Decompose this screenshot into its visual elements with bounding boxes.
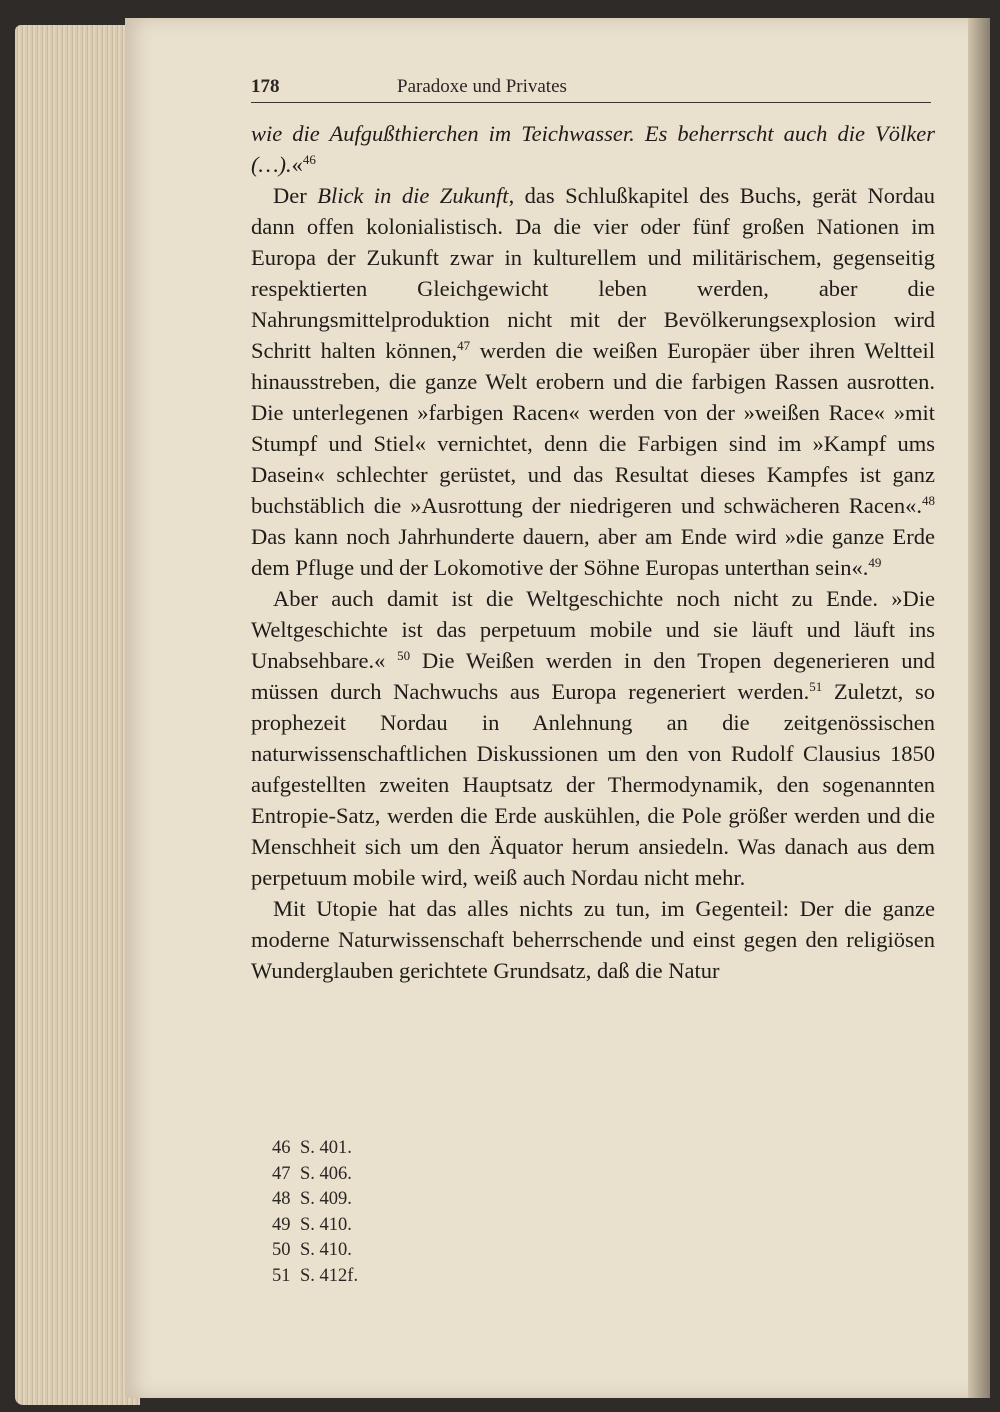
text-run: Zuletzt, so prophezeit Nordau in Anlehnung an die zeitgenössischen naturwissenschaftlichen Diskussionen um den von Rudolf Clausius 1850 aufgestellten zweiten Hauptsatz der Thermodynamik, den sogenannten Entropie-Satz, werden die Erde auskühlen, die Pole größer werden und die Menschheit sich um den Äquator herum ansiedeln. Was danach aus dem perpetuum mobile wird, weiß auch Nordau nicht mehr.: [251, 679, 935, 890]
footnote-ref: 48: [922, 493, 935, 508]
quote-close: «: [291, 152, 303, 177]
paragraph-2: [251, 180, 935, 583]
footnote-number: 46: [272, 1138, 291, 1158]
footnote-number: 47: [272, 1163, 291, 1184]
footnote-ref: 50: [397, 648, 411, 663]
text-run: Aber auch damit ist die Weltgeschichte noch nicht zu Ende. »Die Weltgeschichte ist das perpetuum mobile und sie läuft und läuft ins Unabsehbare.«: [251, 586, 935, 673]
running-header: [251, 74, 931, 103]
page-gutter-shadow: [968, 18, 990, 1398]
footnote: [272, 1238, 572, 1264]
footnote-text: S. 410.: [300, 1214, 352, 1235]
footnote-text: S. 409.: [300, 1189, 352, 1209]
paragraph-4: Mit Utopie hat das alles nichts zu tun, im Gegenteil: Der die ganze moderne Naturwissenschaft beherrschende und einst gegen den religiösen Wunderglauben gerichtete Grundsatz, daß die Natur: [251, 896, 935, 983]
italic-chapter-title: Blick in die Zukunft: [317, 183, 509, 208]
footnote: [272, 1162, 572, 1188]
footnote-text: S. 412f.: [300, 1265, 359, 1286]
footnote-ref: 47: [457, 338, 471, 353]
footnote-ref: 49: [868, 555, 882, 570]
footnote-text: S. 410.: [300, 1240, 352, 1260]
paragraph-1: [251, 118, 935, 180]
text-run: werden die weißen Europäer über ihren Weltteil hinausstreben, die ganze Welt erobern und die farbigen Rassen ausrotten. Die unterlegenen »farbigen Racen« werden von der »weißen Race« »mit Stumpf und Stiel« vernichtet, denn die Farbigen sind im »Kampf ums Dasein« schlechter gerüstet, und das Resultat dieses Kampfes ist ganz buchstäblich die »Ausrottung der niedrigeren und schwächeren Racen«.: [251, 338, 935, 518]
page-number: 178: [251, 76, 280, 97]
footnote-number: 48: [272, 1189, 291, 1209]
paragraph-3: [251, 583, 935, 893]
footnote-text: S. 406.: [300, 1163, 352, 1184]
footnote-number: 51: [272, 1265, 291, 1286]
footnotes: [272, 1136, 572, 1289]
footnote: [272, 1136, 572, 1162]
text-run: Die Weißen werden in den Tropen degenerieren und müssen durch Nachwuchs aus Europa regeneriert werden.: [251, 648, 935, 704]
text-run: Das kann noch Jahrhunderte dauern, aber am Ende wird »die ganze Erde dem Pfluge und der Lokomotive der Söhne Europas unterthan sein«.: [251, 524, 935, 580]
footnote: [272, 1187, 572, 1213]
text-run: , das Schlußkapitel des Buchs, gerät Nordau dann offen kolonialistisch. Da die vier oder fünf großen Nationen im Europa der Zukunft zwar in kulturellem und militärischem, gegenseitig respektierten Gleichgewicht leben werden, aber die Nahrungsmittelproduktion nicht mit der Bevölkerungsexplosion wird Schritt halten können,: [251, 183, 935, 363]
text-run: Der: [273, 183, 318, 208]
main-text: [251, 118, 935, 986]
footnote-ref: 46: [302, 152, 316, 167]
book-page-edges: [15, 25, 140, 1405]
running-title: Paradoxe und Privates: [397, 76, 567, 97]
footnote-number: 49: [272, 1214, 291, 1235]
footnote-text: S. 401.: [300, 1138, 352, 1158]
footnote-number: 50: [272, 1240, 291, 1260]
footnote: [272, 1213, 572, 1239]
footnote: [272, 1264, 572, 1290]
italic-quote: wie die Aufgußthierchen im Teichwasser. Es beherrscht auch die Völker (…).: [251, 121, 935, 177]
footnote-ref: 51: [809, 679, 823, 694]
